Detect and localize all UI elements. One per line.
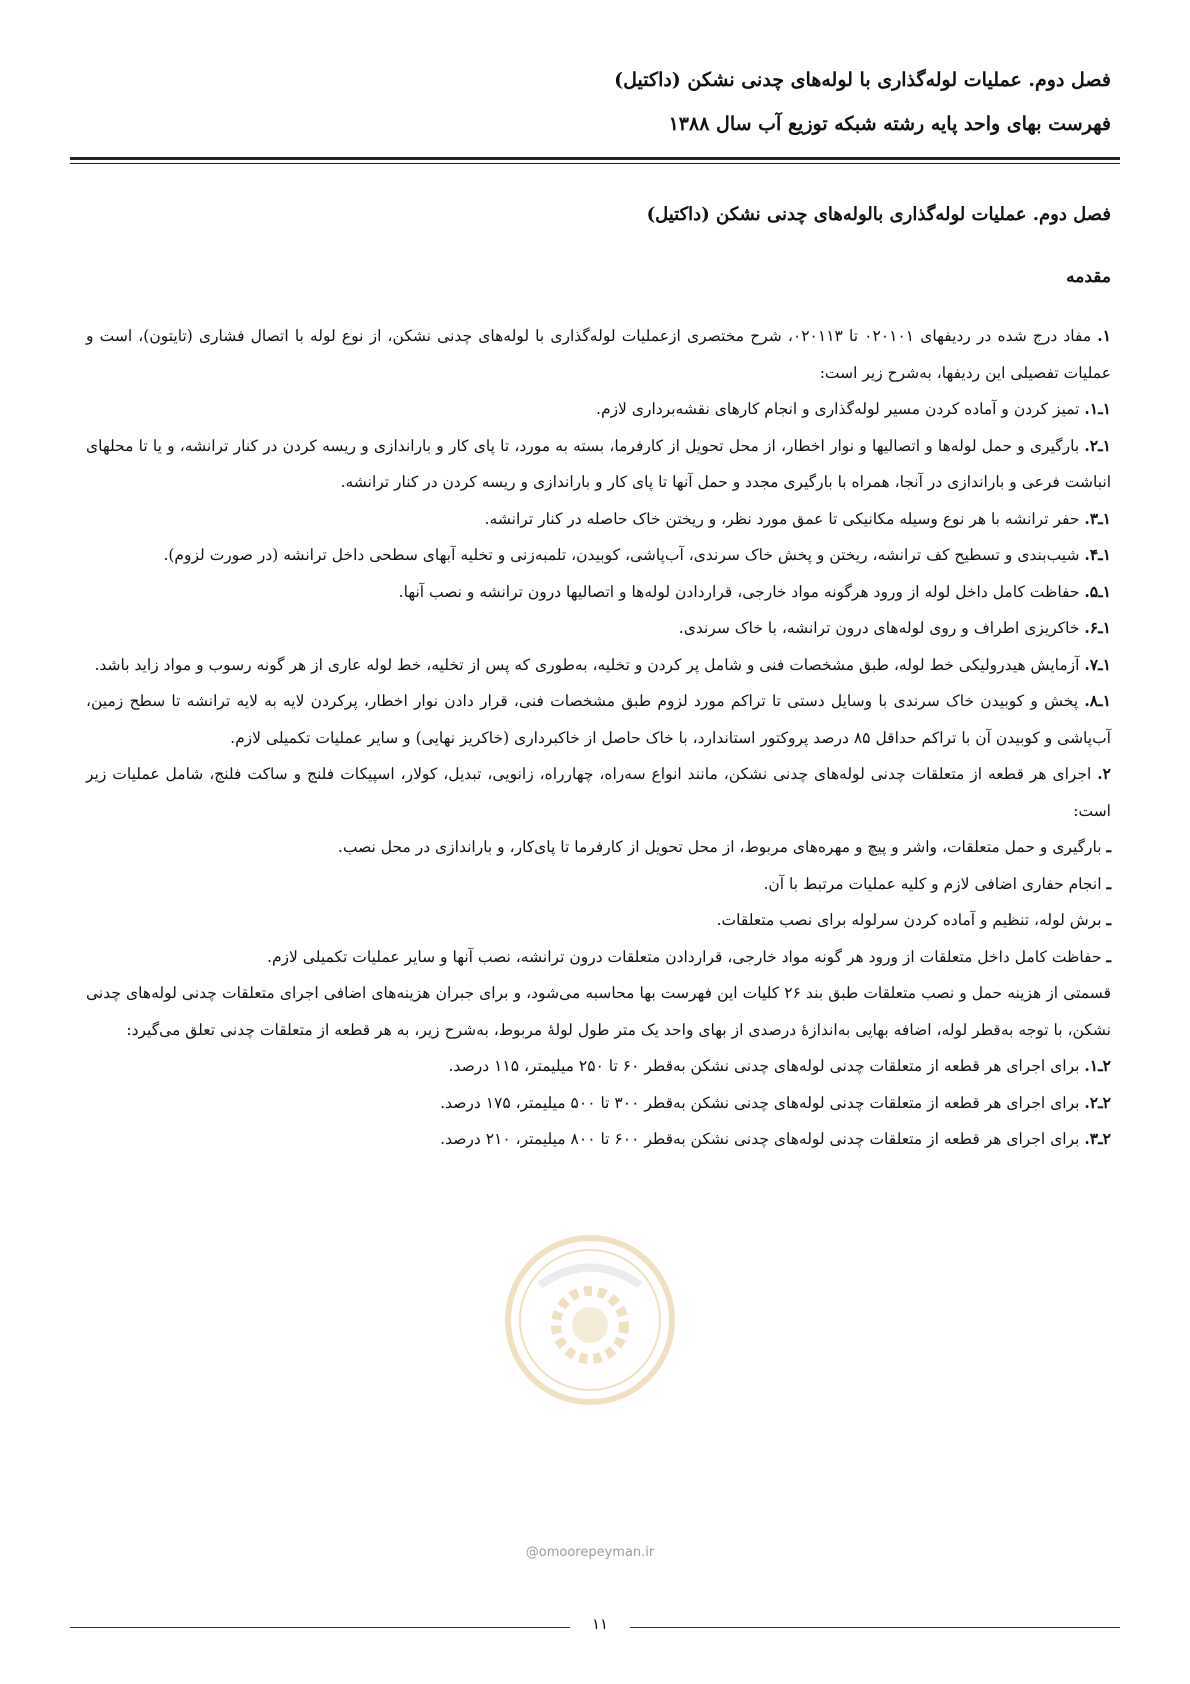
paragraph — [86, 1048, 1111, 1085]
paragraph — [86, 1121, 1111, 1158]
item-text: برای اجرای هر قطعه از متعلقات چدنی لوله‌های چدنی نشکن به‌قطر ۳۰۰ تا ۵۰۰ میلیمتر، ۱۷۵ درصد. — [440, 1093, 1085, 1112]
item-text: مفاد درج شده در ردیفهای ۰۲۰۱۰۱ تا ۰۲۰۱۱۳، شرح مختصری ازعملیات لوله‌گذاری با لوله‌های چدنی نشکن، از نوع لوله با اتصال فشاری (تایتون)، است و عملیات تفصیلی این ردیفها، به‌شرح زیر است: — [86, 327, 1111, 382]
page-body — [86, 200, 1111, 1158]
intro-heading: مقدمه — [1066, 267, 1111, 287]
item-number: ۱ـ۱. — [1084, 399, 1111, 418]
bullet-item — [86, 902, 1111, 939]
item-text: قسمتی از هزینه حمل و نصب متعلقات طبق بند ۲۶ کلیات این فهرست بها محاسبه می‌شود، و برای جبران هزینه‌های اضافی اجرای متعلقات چدنی لوله‌های چدنی نشکن، با توجه به‌قطر لوله، اضافه بهایی به‌اندازهٔ درصدی از بهای واحد یک متر طول لولهٔ مربوط، به‌شرح زیر، به هر قطعه از متعلقات چدنی تعلق می‌گیرد: — [86, 984, 1111, 1039]
bullet-dash: ـ — [1106, 873, 1111, 893]
bullet-dash: ـ — [1106, 910, 1111, 929]
bullet-item — [86, 829, 1111, 866]
item-text: برای اجرای هر قطعه از متعلقات چدنی لوله‌های چدنی نشکن به‌قطر ۶۰۰ تا ۸۰۰ میلیمتر، ۲۱۰ درصد. — [440, 1130, 1085, 1148]
item-text: حفر ترانشه با هر نوع وسیله مکانیکی تا عمق مورد نظر، و ریختن خاک حاصله در کنار ترانشه. — [484, 509, 1085, 528]
paragraph — [86, 647, 1111, 684]
item-number: ۲. — [1097, 764, 1111, 783]
running-header — [81, 58, 1111, 146]
paragraph — [86, 1085, 1111, 1122]
item-number: ۱. — [1097, 326, 1111, 345]
item-text: تمیز کردن و آماده کردن مسیر لوله‌گذاری و انجام کارهای نقشه‌برداری لازم. — [596, 400, 1085, 418]
paragraph — [86, 574, 1111, 611]
header-document-title: فهرست بهای واحد پایه رشته شبکه توزیع آب سال ۱۳۸۸ — [668, 113, 1111, 135]
item-text: بارگیری و حمل متعلقات، واشر و پیچ و مهره‌های مربوط، از محل تحویل از کارفرما تا پای‌کار، و باراندازی در محل نصب. — [337, 838, 1107, 856]
item-text: شیب‌بندی و تسطیح کف ترانشه، ریختن و پخش خاک سرندی، آب‌پاشی، کوبیدن، تلمبه‌زنی و تخلیه آبهای سطحی داخل ترانشه (در صورت لزوم). — [163, 546, 1085, 564]
item-text: بارگیری و حمل لوله‌ها و اتصالیها و نوار اخطار، از محل تحویل از کارفرما، بسته به مورد، تا پای کار و باراندازی و ریسه کردن در کنار ترانشه، و یا تا محلهای انباشت فرعی و باراندازی در آنجا، همراه با بارگیری مجدد و حمل آنها تا پای کار و باراندازی و ریسه کردن در کنار ترانشه. — [86, 436, 1111, 491]
paragraph — [86, 391, 1111, 428]
item-number: ۱ـ۴. — [1084, 545, 1111, 564]
paragraph — [86, 610, 1111, 647]
item-text: اجرای هر قطعه از متعلقات چدنی لوله‌های چدنی نشکن، مانند انواع سه‌راه، چهارراه، زانویی، تبدیل، کولار، اسپیکات فلنج و ساکت فلنج، شامل عملیات زیر است: — [86, 765, 1111, 820]
item-text: خاکریزی اطراف و روی لوله‌های درون ترانشه، با خاک سرندی. — [678, 619, 1085, 637]
item-text: آزمایش هیدرولیکی خط لوله، طبق مشخصات فنی و شامل پر کردن و تخلیه، به‌طوری که پس از تخلیه، خط لوله عاری از هر گونه رسوب و مواد زاید باشد. — [94, 655, 1085, 674]
paragraph — [86, 756, 1111, 829]
paragraph — [86, 537, 1111, 574]
item-number: ۲ـ۱. — [1084, 1056, 1111, 1075]
paragraph — [86, 501, 1111, 538]
bullet-item — [86, 866, 1111, 903]
item-number: ۱ـ۷. — [1084, 654, 1111, 674]
item-number: ۱ـ۲. — [1084, 435, 1111, 455]
footer-rule-right — [630, 1627, 1120, 1628]
item-text: برای اجرای هر قطعه از متعلقات چدنی لوله‌های چدنی نشکن به‌قطر ۶۰ تا ۲۵۰ میلیمتر، ۱۱۵ درصد. — [448, 1057, 1085, 1075]
item-text: حفاظت کامل داخل متعلقات از ورود هر گونه مواد خارجی، قراردادن متعلقات درون ترانشه، نصب آنها و سایر عملیات تکمیلی لازم. — [267, 947, 1107, 966]
item-number: ۱ـ۳. — [1084, 508, 1111, 528]
paragraph — [86, 975, 1111, 1048]
footer-rule-left — [70, 1627, 570, 1628]
paragraph — [86, 428, 1111, 501]
watermark-url: @omoorepeyman.ir — [525, 1545, 655, 1560]
bullet-dash: ـ — [1106, 837, 1111, 856]
header-chapter-title: فصل دوم. عملیات لوله‌گذاری با لوله‌های چدنی نشکن (داکتیل) — [614, 69, 1111, 91]
paragraph — [86, 683, 1111, 756]
bullet-dash: ـ — [1106, 946, 1111, 966]
item-number: ۲ـ۳. — [1084, 1129, 1111, 1148]
item-number: ۱ـ۶. — [1084, 618, 1111, 637]
section-title: فصل دوم. عملیات لوله‌گذاری بالوله‌های چدنی نشکن (داکتیل) — [646, 204, 1111, 225]
page-number: ۱۱ — [591, 1615, 609, 1633]
header-rule-thin — [70, 163, 1120, 164]
item-number: ۱ـ۸. — [1084, 691, 1111, 710]
header-rule-thick — [70, 157, 1120, 160]
item-text: پخش و کوبیدن خاک سرندی با وسایل دستی تا تراکم مورد لزوم طبق مشخصات فنی، قرار دادن نوار اخطار، پرکردن لایه به لایه ترانشه تا سطح زمین، آب‌پاشی و کوبیدن آن با تراکم حداقل ۸۵ درصد پروکتور استاندارد، با خاک حاصل از خاکبرداری (خاکریز نهایی) و سایر عملیات تکمیلی لازم. — [86, 692, 1111, 747]
item-text: برش لوله، تنظیم و آماده کردن سرلوله برای نصب متعلقات. — [716, 911, 1107, 929]
item-number: ۱ـ۵. — [1084, 581, 1111, 601]
item-text: حفاظت کامل داخل لوله از ورود هرگونه مواد خارجی، قراردادن لوله‌ها و اتصالیها درون ترانشه و نصب آنها. — [398, 582, 1085, 601]
watermark-seal-icon — [500, 1230, 680, 1410]
bullet-item — [86, 939, 1111, 976]
item-number: ۲ـ۲. — [1084, 1092, 1111, 1112]
item-text: انجام حفاری اضافی لازم و کلیه عملیات مرتبط با آن. — [763, 874, 1107, 893]
paragraph — [86, 318, 1111, 391]
